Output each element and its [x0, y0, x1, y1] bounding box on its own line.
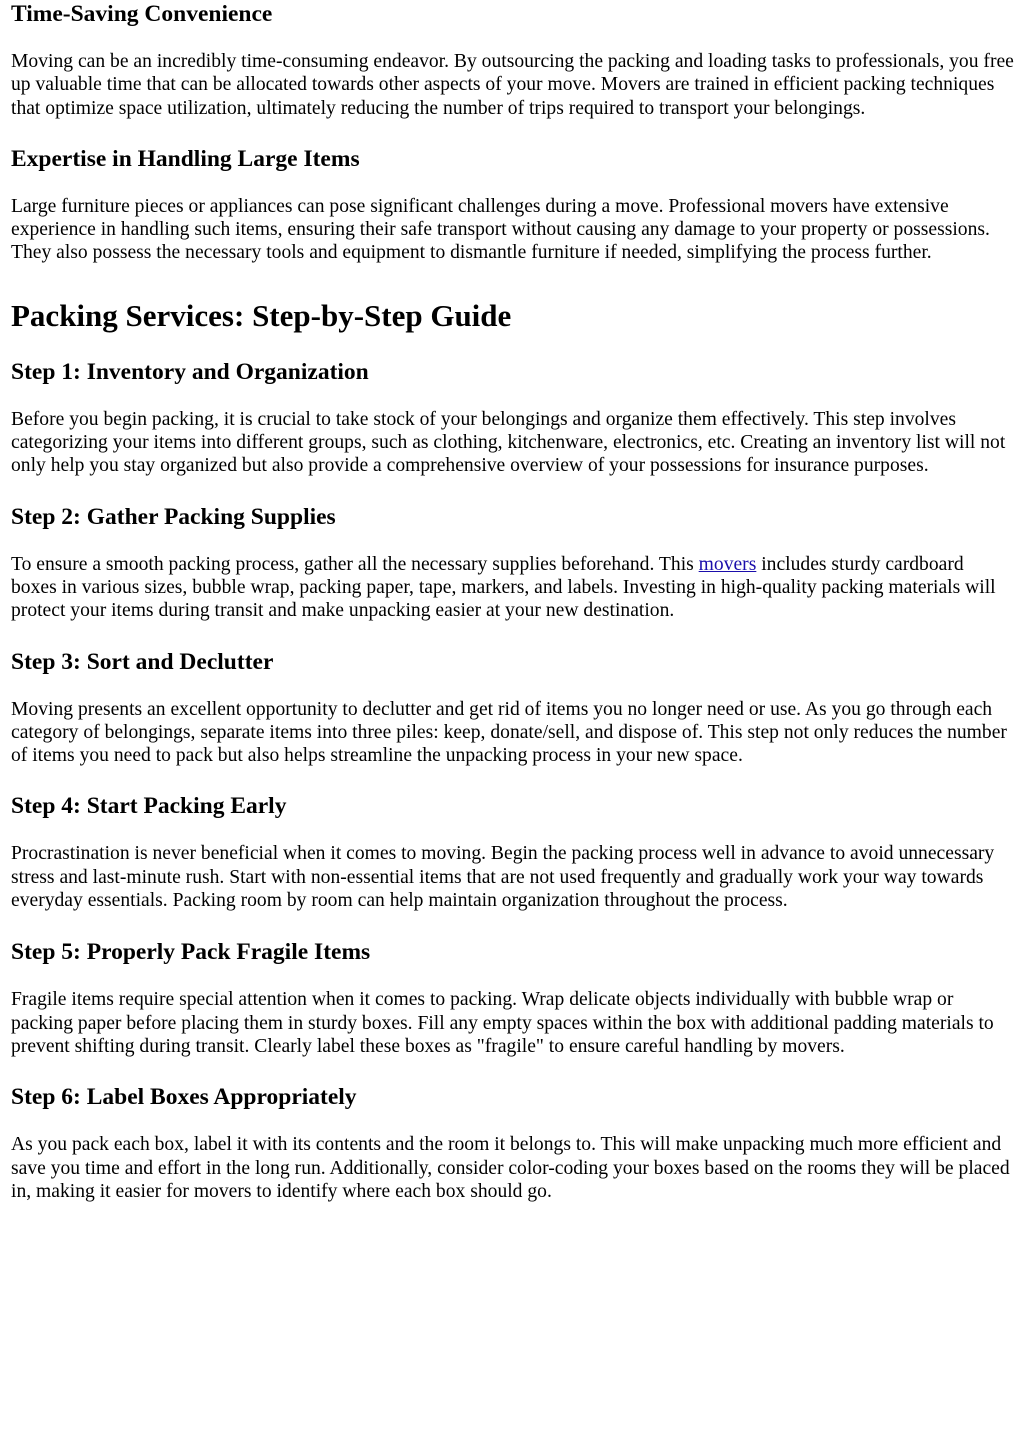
step-3-heading: Step 3: Sort and Declutter	[11, 648, 274, 675]
section-body-expertise: Large furniture pieces or appliances can pose significant challenges during a move. Professional movers have extensive experience in handling such items, ensuring their safe transport without causing any damage to your property or possessions. They also possess the necessary tools and equipment to dismantle furniture if needed, simplifying the process further.	[11, 195, 990, 264]
step-5-body: Fragile items require special attention when it comes to packing. Wrap delicate objects individually with bubble wrap or packing paper before placing them in sturdy boxes. Fill any empty spaces within the box with additional padding materials to prevent shifting during transit. Clearly label these boxes as "fragile" to ensure careful handling by movers.	[11, 989, 994, 1057]
step-4-body: Procrastination is never beneficial when it comes to moving. Begin the packing process well in advance to avoid unnecessary stress and last-minute rush. Start with non-essential items that are not used frequently and gradually work your way towards everyday essentials. Packing room by room can help maintain organization throughout the process.	[11, 843, 995, 912]
section-heading-expertise: Expertise in Handling Large Items	[11, 145, 360, 172]
section-heading-time-saving: Time-Saving Convenience	[11, 1, 273, 27]
step-2-body-after-link: includes sturdy cardboard boxes in various sizes, bubble wrap, packing paper, tape, markers, and labels. Investing in high-quality packing materials will protect your items during transit and make unpacking easier at your new destination.	[11, 553, 996, 622]
section-body-time-saving: Moving can be an incredibly time-consuming endeavor. By outsourcing the packing and loading tasks to professionals, you free up valuable time that can be allocated towards other aspects of your move. Movers are trained in efficient packing techniques that optimize space utilization, ultimately reducing the number of trips required to transport your belongings.	[11, 51, 1014, 119]
step-3-body: Moving presents an excellent opportunity to declutter and get rid of items you no longer need or use. As you go through each category of belongings, separate items into three piles: keep, donate/sell, and dispose of. This step not only reduces the number of items you need to pack but also helps streamline the unpacking process in your new space.	[11, 698, 1007, 767]
step-2-body	[11, 553, 1014, 623]
step-2-heading: Step 2: Gather Packing Supplies	[11, 503, 336, 530]
step-4-heading: Step 4: Start Packing Early	[11, 793, 287, 820]
step-2-body-before-link: To ensure a smooth packing process, gather all the necessary supplies beforehand. This	[11, 553, 699, 575]
packing-guide-title: Packing Services: Step-by-Step Guide	[11, 297, 512, 333]
step-5-heading: Step 5: Properly Pack Fragile Items	[11, 939, 371, 966]
step-6-body: As you pack each box, label it with its contents and the room it belongs to. This will make unpacking much more efficient and save you time and effort in the long run. Additionally, consider color-coding your boxes based on the rooms they will be placed in, making it easier for movers to identify where each box should go.	[11, 1134, 1010, 1202]
step-1-body: Before you begin packing, it is crucial to take stock of your belongings and organize them effectively. This step involves categorizing your items into different groups, such as clothing, kitchenware, electronics, etc. Creating an inventory list will not only help you stay organized but also provide a comprehensive overview of your possessions for insurance purposes.	[11, 408, 1006, 477]
step-6-heading: Step 6: Label Boxes Appropriately	[11, 1084, 357, 1111]
step-1-heading: Step 1: Inventory and Organization	[11, 358, 369, 385]
movers-link[interactable]: movers	[698, 553, 757, 575]
